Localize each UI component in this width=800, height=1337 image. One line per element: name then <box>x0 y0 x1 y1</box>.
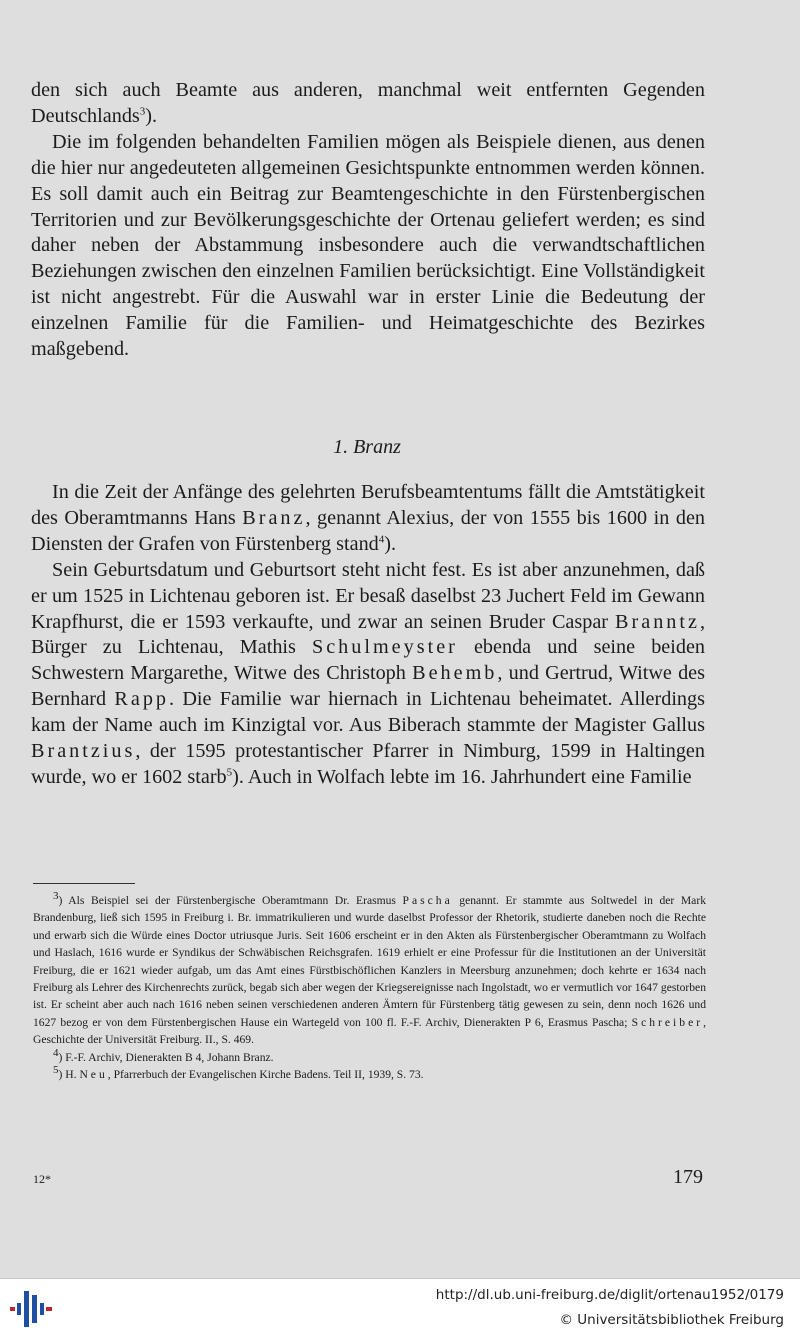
viewer-footer <box>0 1278 800 1337</box>
section-text <box>31 480 705 791</box>
spaced-name: Branntz <box>615 610 700 633</box>
copyright-notice: © Universitätsbibliothek Freiburg <box>559 1312 784 1328</box>
spaced-name: Behemb <box>412 662 498 685</box>
spaced-name: Pascha <box>402 894 453 907</box>
footnotes <box>33 892 706 1083</box>
page-number: 179 <box>673 1166 703 1188</box>
spaced-name: Schulmeyster <box>311 636 458 659</box>
paragraph: In die Zeit der Anfänge des gelehrten Berufsbeamtentums fällt die Amtstätigkeit des Oberamtmanns Hans Branz, genannt Alexius, der von 1555 bis 1600 in den Diensten der Grafen von Fürstenberg stand$^4$). <box>31 481 706 555</box>
spaced-name: Rapp <box>114 688 170 711</box>
spaced-name: Schreiber <box>631 1015 704 1029</box>
ub-freiburg-logo-icon[interactable] <box>10 1289 54 1329</box>
footnote: $^5$) H. Neu, Pfarrerbuch der Evangelischen Kirche Badens. Teil II, 1939, S. 73. <box>53 1064 424 1082</box>
section-heading: 1. Branz <box>333 436 401 458</box>
paragraph: Die im folgenden behandelten Familien mögen als Beispiele dienen, aus denen die hier nur angedeuteten allgemeinen Gesichtspunkte entnommen werden können. Es soll damit auch ein Beitrag zur Beamtengeschichte in den Fürstenbergischen Territorien und zur Bevölkerungsgeschichte der Ortenau geliefert werden; es sind daher neben der Abstammung insbesondere auch die verwandtschaftlichen Beziehungen zwischen den einzelnen Familien berücksichtigt. Eine Vollständigkeit ist nicht angestrebt. Für die Auswahl war in erster Linie die Bedeutung der einzelnen Familie für die Familien- und Heimatgeschichte des Bezirkes maßgebend. <box>31 130 705 361</box>
spaced-name: Brantzius <box>31 740 136 763</box>
paragraph: den sich auch Beamte aus anderen, manchmal weit entfernten Gegenden Deutschlands$^3$). <box>31 79 705 127</box>
paragraph: Sein Geburtsdatum und Geburtsort steht nicht fest. Es ist aber anzunehmen, daß er um 1525 in Lichtenau geboren ist. Er besaß daselbst 23 Juchert Feld im Gewann Krapfhurst, die er 1593 verkaufte, und zwar an seinen Bruder Caspar Branntz, Bürger zu Lichtenau, Mathis Schulmeyster ebenda und seine beiden Schwestern Margarethe, Witwe des Christoph Behemb, und Gertrud, Witwe des Bernhard Rapp. Die Familie war hiernach in Lichtenau beheimatet. Allerdings kam der Name auch im Kinzigtal vor. Aus Biberach stammte der Magister Gallus Brantzius, der 1595 protestantischer Pfarrer in Nimburg, 1599 in Haltingen wurde, wo er 1602 starb$^5$). Auch in Wolfach lebte im 16. Jahrhundert eine Familie <box>31 558 706 788</box>
permalink[interactable]: http://dl.ub.uni-freiburg.de/diglit/ortenau1952/0179 <box>435 1287 784 1303</box>
footnote: $^4$) F.-F. Archiv, Dienerakten B 4, Johann Branz. <box>53 1046 274 1064</box>
footnote-ref: 4 <box>378 533 385 546</box>
main-text <box>31 78 705 363</box>
footnote-divider <box>33 883 135 884</box>
spaced-name: Neu <box>79 1068 108 1082</box>
spaced-name: Branz <box>242 506 306 529</box>
footnote: $^3$) Als Beispiel sei der Fürstenbergische Oberamtmann Dr. Erasmus Pascha genannt. Er stammte aus Soltwedel in der Mark Brandenburg, ließ sich 1595 in Freiburg i. Br. immatrikulieren und wurde daselbst Professor der Rhetorik, studierte daneben noch die Rechte und erwarb sich die Würde eines Doctor utriusque Juris. Seit 1606 erscheint er in den Akten als Fürstenbergischer Oberamtmann zu Wolfach und Haslach, 1616 wurde er Syndikus der Schwäbischen Reichsgrafen. 1619 erhielt er eine Professur für die Institutionen an der Universität Freiburg, die er 1621 wieder aufgab, um das Amt eines Fürstbischöflichen Kanzlers in Meersburg anzunehmen; doch kehrte er 1634 nach Freiburg als Lehrer des Kirchenrechts zurück, begab sich aber wegen der Kriegsereignisse nach Ingolstadt, wo er vermutlich vor 1647 gestorben ist. Er scheint aber auch nach 1616 neben seinen verschiedenen anderen Ämtern für Fürstenberg tätig gewesen zu sein, denn noch 1626 und 1627 bezog er von dem Fürstenbergischen Hause ein Wartegeld von 100 fl. F.-F. Archiv, Dienerakten P 6, Erasmus Pascha; Schreiber, Geschichte der Universität Freiburg. II., S. 469. <box>33 890 706 1047</box>
printer-signature: 12* <box>33 1172 51 1186</box>
footnote-ref: 3 <box>139 105 146 118</box>
footnote-ref: 5 <box>226 766 233 779</box>
